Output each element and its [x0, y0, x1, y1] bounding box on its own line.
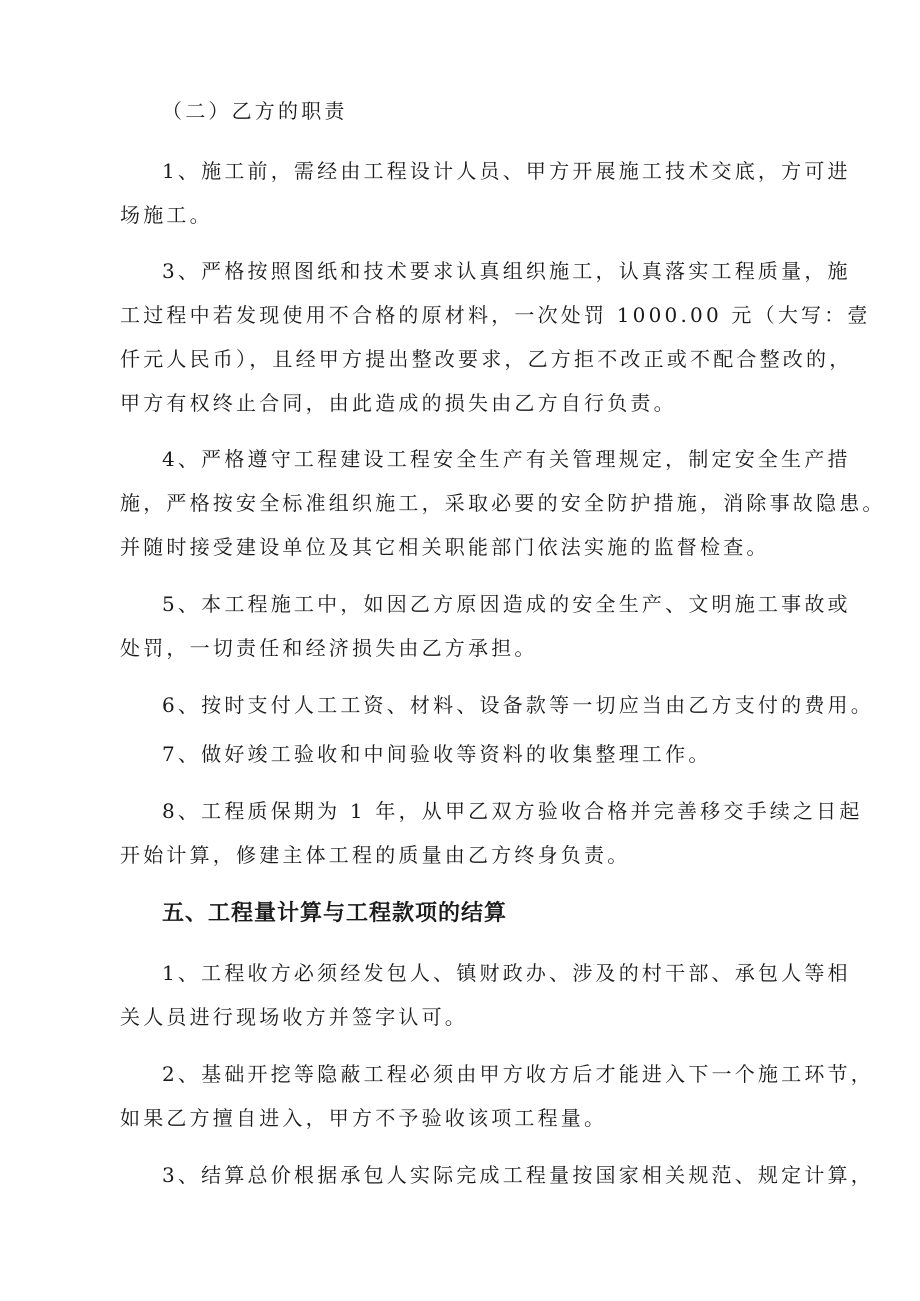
paragraph-line: 1、工程收方必须经发包人、镇财政办、涉及的村干部、承包人等相 — [162, 961, 851, 985]
paragraph-line: 施，严格按安全标准组织施工，采取必要的安全防护措施，消除事故隐患。 — [120, 491, 886, 515]
paragraph-line: 仟元人民币），且经甲方提出整改要求，乙方拒不改正或不配合整改的， — [120, 347, 853, 371]
paragraph-line: 场施工。 — [120, 203, 213, 227]
paragraph-line: 开始计算，修建主体工程的质量由乙方终身负责。 — [120, 843, 631, 867]
paragraph-line: 关人员进行现场收方并签字认可。 — [120, 1005, 468, 1029]
paragraph-line: 甲方有权终止合同，由此造成的损失由乙方自行负责。 — [120, 391, 677, 415]
paragraph-line: 2、基础开挖等隐蔽工程必须由甲方收方后才能进入下一个施工环节， — [162, 1062, 874, 1086]
section-heading: 五、工程量计算与工程款项的结算 — [162, 901, 508, 926]
section-title: （二）乙方的职责 — [162, 99, 348, 123]
paragraph-line: 3、结算总价根据承包人实际完成工程量按国家相关规范、规定计算， — [162, 1163, 874, 1187]
paragraph-line: 8、工程质保期为 1 年，从甲乙双方验收合格并完善移交手续之日起 — [162, 799, 863, 823]
paragraph-line: 1、施工前，需经由工程设计人员、甲方开展施工技术交底，方可进 — [162, 159, 851, 183]
paragraph-line: 3、严格按照图纸和技术要求认真组织施工，认真落实工程质量，施 — [162, 259, 851, 283]
paragraph-line: 并随时接受建设单位及其它相关职能部门依法实施的监督检查。 — [120, 535, 770, 559]
paragraph-line: 4、严格遵守工程建设工程安全生产有关管理规定，制定安全生产措 — [162, 447, 851, 471]
paragraph-line: 工过程中若发现使用不合格的原材料，一次处罚 1000.00 元（大写：壹 — [120, 303, 871, 327]
paragraph-line: 5、本工程施工中，如因乙方原因造成的安全生产、文明施工事故或 — [162, 592, 851, 616]
paragraph-line: 7、做好竣工验收和中间验收等资料的收集整理工作。 — [162, 742, 712, 766]
paragraph-line: 如果乙方擅自进入，甲方不予验收该项工程量。 — [120, 1106, 608, 1130]
paragraph-line: 处罚，一切责任和经济损失由乙方承担。 — [120, 636, 538, 660]
paragraph-line: 6、按时支付人工工资、材料、设备款等一切应当由乙方支付的费用。 — [162, 693, 874, 717]
